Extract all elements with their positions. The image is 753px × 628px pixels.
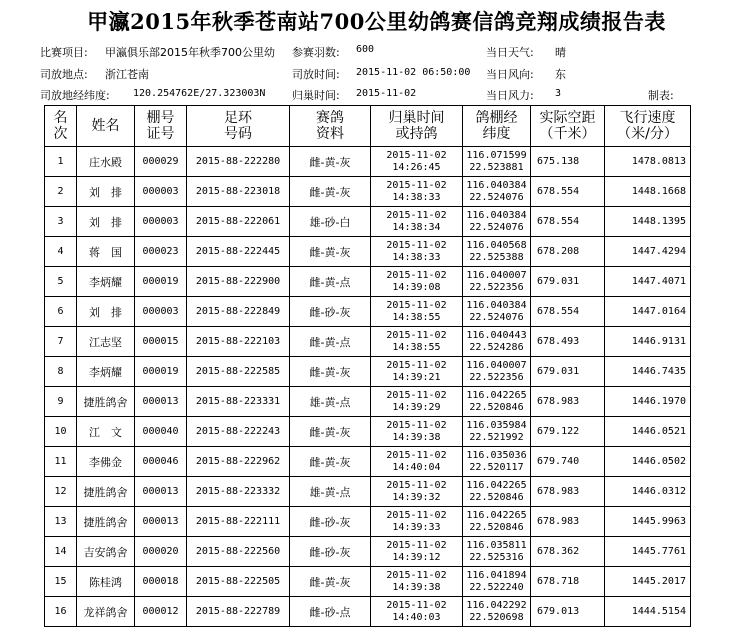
place-label: 司放地点: <box>40 68 88 81</box>
return-time-cell: 2015-11-02 14:26:45 <box>371 147 463 177</box>
rank-cell: 4 <box>45 237 77 267</box>
return-time-cell: 2015-11-02 14:38:33 <box>371 177 463 207</box>
return-time-cell: 2015-11-02 14:38:34 <box>371 207 463 237</box>
loft-cell: 000019 <box>135 267 187 297</box>
header-name: 姓名 <box>77 106 135 147</box>
pigeon-info-cell: 雌-黄-灰 <box>290 567 371 597</box>
distance-cell: 678.983 <box>531 477 605 507</box>
return-time-cell: 2015-11-02 14:38:55 <box>371 297 463 327</box>
release-value: 2015-11-02 06:50:00 <box>356 67 471 78</box>
speed-cell: 1446.0502 <box>605 447 691 477</box>
loft-cell: 000019 <box>135 357 187 387</box>
ring-cell: 2015-88-222111 <box>187 507 290 537</box>
release-label: 司放时间: <box>292 68 340 81</box>
distance-cell: 678.554 <box>531 207 605 237</box>
distance-cell: 678.208 <box>531 237 605 267</box>
name-cell: 李佛金 <box>77 447 135 477</box>
speed-cell: 1446.7435 <box>605 357 691 387</box>
pigeon-info-cell: 雌-黄-灰 <box>290 237 371 267</box>
loft-cell: 000020 <box>135 537 187 567</box>
speed-cell: 1448.1395 <box>605 207 691 237</box>
table-row <box>45 507 691 537</box>
table-row <box>45 207 691 237</box>
table-row <box>45 537 691 567</box>
pigeon-info-cell: 雌-黄-灰 <box>290 357 371 387</box>
rank-cell: 16 <box>45 597 77 627</box>
race-info <box>0 44 753 104</box>
loft-cell: 000029 <box>135 147 187 177</box>
loft-cell: 000013 <box>135 507 187 537</box>
name-cell: 李炳耀 <box>77 267 135 297</box>
loft-cell: 000040 <box>135 417 187 447</box>
coords-cell: 116.041894 22.522240 <box>463 567 531 597</box>
pigeon-info-cell: 雌-黄-灰 <box>290 177 371 207</box>
rank-cell: 13 <box>45 507 77 537</box>
header-coords: 鸽棚经 纬度 <box>463 106 531 147</box>
rank-cell: 9 <box>45 387 77 417</box>
return-time-cell: 2015-11-02 14:39:21 <box>371 357 463 387</box>
header-rank: 名 次 <box>45 106 77 147</box>
distance-cell: 679.013 <box>531 597 605 627</box>
weather-value: 晴 <box>555 46 566 59</box>
distance-cell: 678.983 <box>531 507 605 537</box>
loft-cell: 000003 <box>135 207 187 237</box>
distance-cell: 678.554 <box>531 177 605 207</box>
name-cell: 李炳耀 <box>77 357 135 387</box>
return-value: 2015-11-02 <box>356 88 417 99</box>
ring-cell: 2015-88-223018 <box>187 177 290 207</box>
ring-cell: 2015-88-222103 <box>187 327 290 357</box>
coords-cell: 116.042292 22.520698 <box>463 597 531 627</box>
coords-cell: 116.071599 22.523881 <box>463 147 531 177</box>
table-row <box>45 267 691 297</box>
table-row <box>45 177 691 207</box>
return-time-cell: 2015-11-02 14:40:03 <box>371 597 463 627</box>
name-cell: 捷胜鸽舍 <box>77 477 135 507</box>
speed-cell: 1444.5154 <box>605 597 691 627</box>
project-value: 甲瀛俱乐部2015年秋季700公里幼 <box>105 46 275 59</box>
count-value: 600 <box>356 44 375 55</box>
coords-cell: 116.035811 22.525316 <box>463 537 531 567</box>
rank-cell: 10 <box>45 417 77 447</box>
ring-cell: 2015-88-222789 <box>187 597 290 627</box>
distance-cell: 679.031 <box>531 267 605 297</box>
coords-value: 120.254762E/27.323003N <box>133 88 266 99</box>
name-cell: 江志坚 <box>77 327 135 357</box>
name-cell: 吉安鸽舍 <box>77 537 135 567</box>
ring-cell: 2015-88-223332 <box>187 477 290 507</box>
ring-cell: 2015-88-223331 <box>187 387 290 417</box>
table-row <box>45 147 691 177</box>
speed-cell: 1448.1668 <box>605 177 691 207</box>
rank-cell: 3 <box>45 207 77 237</box>
distance-cell: 679.740 <box>531 447 605 477</box>
loft-cell: 000018 <box>135 567 187 597</box>
ring-cell: 2015-88-222505 <box>187 567 290 597</box>
speed-cell: 1446.1970 <box>605 387 691 417</box>
speed-cell: 1446.9131 <box>605 327 691 357</box>
wind-dir-value: 东 <box>555 68 566 81</box>
table-row <box>45 567 691 597</box>
ring-cell: 2015-88-222445 <box>187 237 290 267</box>
return-time-cell: 2015-11-02 14:39:29 <box>371 387 463 417</box>
loft-cell: 000046 <box>135 447 187 477</box>
wind-force-label: 当日风力: <box>486 89 534 102</box>
name-cell: 庄水殿 <box>77 147 135 177</box>
ring-cell: 2015-88-222560 <box>187 537 290 567</box>
return-time-cell: 2015-11-02 14:39:38 <box>371 417 463 447</box>
name-cell: 捷胜鸽舍 <box>77 507 135 537</box>
coords-cell: 116.040384 22.524076 <box>463 297 531 327</box>
ring-cell: 2015-88-222243 <box>187 417 290 447</box>
coords-cell: 116.035036 22.520117 <box>463 447 531 477</box>
speed-cell: 1446.0312 <box>605 477 691 507</box>
pigeon-info-cell: 雌-黄-灰 <box>290 147 371 177</box>
rank-cell: 5 <box>45 267 77 297</box>
pigeon-info-cell: 雄-砂-白 <box>290 207 371 237</box>
coords-cell: 116.040007 22.522356 <box>463 267 531 297</box>
speed-cell: 1445.2017 <box>605 567 691 597</box>
pigeon-info-cell: 雌-砂-灰 <box>290 507 371 537</box>
speed-cell: 1445.9963 <box>605 507 691 537</box>
header-speed: 飞行速度 （米/分） <box>605 106 691 147</box>
distance-cell: 679.031 <box>531 357 605 387</box>
name-cell: 刘 排 <box>77 207 135 237</box>
name-cell: 陈桂鸿 <box>77 567 135 597</box>
name-cell: 刘 排 <box>77 177 135 207</box>
coords-cell: 116.040007 22.522356 <box>463 357 531 387</box>
coords-cell: 116.040443 22.524286 <box>463 327 531 357</box>
distance-cell: 678.983 <box>531 387 605 417</box>
return-time-cell: 2015-11-02 14:38:55 <box>371 327 463 357</box>
return-time-cell: 2015-11-02 14:40:04 <box>371 447 463 477</box>
distance-cell: 678.493 <box>531 327 605 357</box>
rank-cell: 12 <box>45 477 77 507</box>
name-cell: 江 文 <box>77 417 135 447</box>
distance-cell: 679.122 <box>531 417 605 447</box>
speed-cell: 1447.0164 <box>605 297 691 327</box>
header-loft: 棚号 证号 <box>135 106 187 147</box>
coords-cell: 116.042265 22.520846 <box>463 477 531 507</box>
rank-cell: 2 <box>45 177 77 207</box>
rank-cell: 1 <box>45 147 77 177</box>
ring-cell: 2015-88-222849 <box>187 297 290 327</box>
coords-label: 司放地经纬度: <box>40 89 110 102</box>
ring-cell: 2015-88-222962 <box>187 447 290 477</box>
return-time-cell: 2015-11-02 14:39:32 <box>371 477 463 507</box>
name-cell: 捷胜鸽舍 <box>77 387 135 417</box>
maker-label: 制表: <box>648 89 674 102</box>
loft-cell: 000012 <box>135 597 187 627</box>
speed-cell: 1445.7761 <box>605 537 691 567</box>
return-label: 归巢时间: <box>292 89 340 102</box>
table-row <box>45 357 691 387</box>
coords-cell: 116.042265 22.520846 <box>463 507 531 537</box>
place-value: 浙江苍南 <box>105 68 149 81</box>
rank-cell: 8 <box>45 357 77 387</box>
rank-cell: 15 <box>45 567 77 597</box>
pigeon-info-cell: 雌-砂-灰 <box>290 297 371 327</box>
coords-cell: 116.040384 22.524076 <box>463 177 531 207</box>
ring-cell: 2015-88-222585 <box>187 357 290 387</box>
coords-cell: 116.035984 22.521992 <box>463 417 531 447</box>
rank-cell: 6 <box>45 297 77 327</box>
wind-dir-label: 当日风向: <box>486 68 534 81</box>
report-title: 甲瀛2015年秋季苍南站700公里幼鸽赛信鸽竞翔成绩报告表 <box>87 9 666 34</box>
weather-label: 当日天气: <box>486 46 534 59</box>
ring-cell: 2015-88-222900 <box>187 267 290 297</box>
loft-cell: 000003 <box>135 177 187 207</box>
loft-cell: 000003 <box>135 297 187 327</box>
loft-cell: 000023 <box>135 237 187 267</box>
return-time-cell: 2015-11-02 14:39:38 <box>371 567 463 597</box>
speed-cell: 1447.4294 <box>605 237 691 267</box>
pigeon-info-cell: 雌-黄-点 <box>290 267 371 297</box>
table-row <box>45 297 691 327</box>
distance-cell: 678.554 <box>531 297 605 327</box>
rank-cell: 11 <box>45 447 77 477</box>
coords-cell: 116.040384 22.524076 <box>463 207 531 237</box>
ring-cell: 2015-88-222061 <box>187 207 290 237</box>
name-cell: 刘 排 <box>77 297 135 327</box>
header-ring: 足环 号码 <box>187 106 290 147</box>
count-label: 参赛羽数: <box>292 46 340 59</box>
header-distance: 实际空距 （千米） <box>531 106 605 147</box>
project-label: 比赛项目: <box>40 46 88 59</box>
pigeon-info-cell: 雌-黄-灰 <box>290 417 371 447</box>
header-row <box>45 106 691 147</box>
results-table <box>44 105 691 627</box>
speed-cell: 1446.0521 <box>605 417 691 447</box>
results-body <box>45 147 691 627</box>
table-row <box>45 237 691 267</box>
distance-cell: 675.138 <box>531 147 605 177</box>
pigeon-info-cell: 雌-黄-灰 <box>290 447 371 477</box>
loft-cell: 000013 <box>135 387 187 417</box>
table-row <box>45 387 691 417</box>
return-time-cell: 2015-11-02 14:39:08 <box>371 267 463 297</box>
header-info: 赛鸽 资料 <box>290 106 371 147</box>
table-row <box>45 477 691 507</box>
ring-cell: 2015-88-222280 <box>187 147 290 177</box>
speed-cell: 1478.0813 <box>605 147 691 177</box>
wind-force-value: 3 <box>555 88 562 99</box>
pigeon-info-cell: 雄-黄-点 <box>290 387 371 417</box>
return-time-cell: 2015-11-02 14:39:33 <box>371 507 463 537</box>
pigeon-info-cell: 雌-砂-灰 <box>290 537 371 567</box>
coords-cell: 116.040568 22.525388 <box>463 237 531 267</box>
header-time: 归巢时间 或持鸽 <box>371 106 463 147</box>
loft-cell: 000015 <box>135 327 187 357</box>
pigeon-info-cell: 雌-黄-点 <box>290 327 371 357</box>
distance-cell: 678.718 <box>531 567 605 597</box>
table-row <box>45 417 691 447</box>
table-row <box>45 327 691 357</box>
table-row <box>45 597 691 627</box>
table-row <box>45 447 691 477</box>
speed-cell: 1447.4071 <box>605 267 691 297</box>
name-cell: 蒋 国 <box>77 237 135 267</box>
pigeon-info-cell: 雄-黄-点 <box>290 477 371 507</box>
pigeon-info-cell: 雌-砂-点 <box>290 597 371 627</box>
return-time-cell: 2015-11-02 14:39:12 <box>371 537 463 567</box>
rank-cell: 7 <box>45 327 77 357</box>
return-time-cell: 2015-11-02 14:38:33 <box>371 237 463 267</box>
rank-cell: 14 <box>45 537 77 567</box>
loft-cell: 000013 <box>135 477 187 507</box>
coords-cell: 116.042265 22.520846 <box>463 387 531 417</box>
name-cell: 龙祥鸽舍 <box>77 597 135 627</box>
distance-cell: 678.362 <box>531 537 605 567</box>
